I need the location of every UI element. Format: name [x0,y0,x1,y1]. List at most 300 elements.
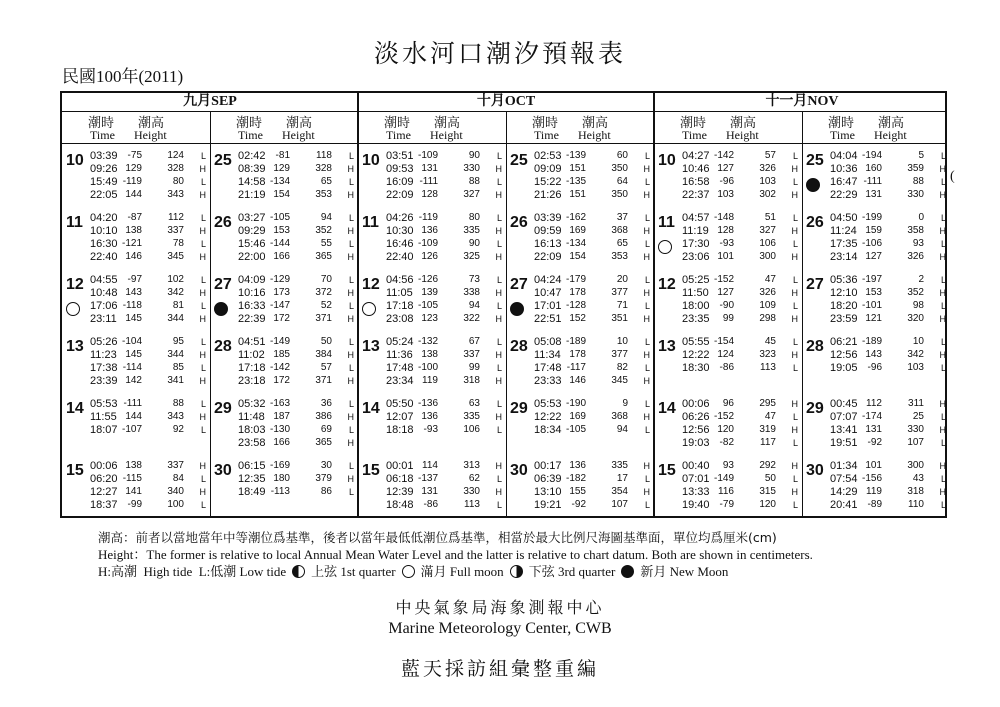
tide-time: 22:40 [386,251,414,263]
tide-type: L [940,177,946,187]
day-number: 15 [658,462,676,479]
tide-type: L [348,363,354,373]
tide-row [830,348,948,362]
day-cell [802,459,950,521]
day-number: 27 [510,276,528,293]
tide-time: 11:23 [90,349,117,361]
tide-type: H [643,288,650,298]
height-header-zh: 潮高 [286,116,313,131]
tide-row [830,188,948,202]
tide-type: L [792,177,798,187]
tide-height-datum: 81 [172,300,184,311]
tide-type: L [940,474,946,484]
time-header-en: Time [534,128,559,142]
tide-height-datum: 110 [908,499,924,510]
tide-type: H [939,399,946,409]
tide-height-mean: 131 [865,424,882,435]
time-header-en: Time [90,128,115,142]
tide-time: 04:27 [682,150,710,162]
tide-height-mean: 138 [125,225,142,236]
tide-type: L [644,301,650,311]
tide-height-datum: 328 [167,163,184,174]
tide-time: 23:08 [386,313,414,325]
tide-height-datum: 17 [616,473,628,484]
tide-row [386,299,504,313]
tide-height-datum: 57 [320,362,332,373]
tide-height-mean: -147 [269,300,290,311]
tide-time: 06:21 [830,336,858,348]
tide-type: L [496,500,502,510]
day-cell [654,459,802,521]
tide-type: L [792,239,798,249]
full-moon-icon [658,240,672,254]
tide-type: L [644,363,650,373]
tide-height-datum: 36 [320,398,332,409]
tide-height-datum: 50 [764,473,776,484]
tide-height-datum: 98 [912,300,924,311]
tide-height-datum: 95 [172,336,184,347]
tide-type: H [791,190,798,200]
day-number: 25 [214,152,232,169]
tide-height-datum: 325 [463,251,480,262]
tide-height-datum: 124 [167,150,184,161]
tide-row [238,361,356,375]
tide-row [682,237,800,251]
note-zh: 潮高：前者以當地當年中等潮位爲基準，後者以當年最低低潮位爲基準，相當於最大比例尺海圖基準面，單位均爲厘米(cm) [98,530,777,545]
tide-time: 11:55 [90,411,117,423]
tide-row [386,335,504,349]
tide-type: L [940,301,946,311]
tide-time: 05:36 [830,274,858,286]
tide-height-datum: 343 [167,411,184,422]
tide-time: 23:39 [90,375,118,387]
day-number: 27 [806,276,824,293]
tide-height-mean: 116 [718,486,734,497]
tide-height-mean: -135 [565,176,586,187]
tide-height-mean: 153 [865,287,882,298]
tide-row [682,286,800,300]
tide-row [386,188,504,202]
day-cell [654,149,802,211]
tide-time: 00:17 [534,460,562,472]
tide-row [90,175,208,189]
tide-height-datum: 94 [468,300,480,311]
height-header-zh: 潮高 [730,116,757,131]
tide-type: L [348,213,354,223]
day-cell [210,149,358,211]
tide-type: H [939,190,946,200]
day-number: 27 [214,276,232,293]
tide-type: L [940,275,946,285]
tide-type: L [496,177,502,187]
day-cell [506,149,654,211]
tide-height-mean: -111 [863,176,882,187]
tide-type: H [347,350,354,360]
tide-type: L [940,213,946,223]
tide-type: L [496,399,502,409]
tide-time: 01:34 [830,460,858,472]
tide-type: L [496,301,502,311]
tide-height-mean: 143 [865,349,882,360]
height-header-en: Height [726,128,759,142]
tide-type: L [496,363,502,373]
tide-height-mean: 93 [722,460,734,471]
editor-credit: 藍天採訪組彙整重編 [400,658,599,680]
tide-row [90,472,208,486]
tide-time: 07:54 [830,473,858,485]
tide-time: 12:22 [534,411,562,423]
full-moon-icon [402,565,415,578]
tide-height-datum: 37 [616,212,628,223]
tide-row [386,485,504,499]
tide-row [386,459,504,473]
tide-height-datum: 88 [172,398,184,409]
tide-height-datum: 372 [315,287,332,298]
tide-type: H [495,376,502,386]
tide-time: 16:13 [534,238,562,250]
tide-time: 23:18 [238,375,266,387]
tide-height-mean: -121 [121,238,142,249]
tide-time: 19:51 [830,437,858,449]
tide-time: 03:39 [534,212,562,224]
note-en: Height：The former is relative to local Annual Mean Water Level and the latter is relative to chart datum. Both are shown in centimeters. [98,547,813,562]
column-header [654,112,802,142]
tide-height-datum: 80 [468,212,480,223]
tide-time: 17:35 [830,238,858,250]
tide-type: L [644,177,650,187]
tide-time: 05:50 [386,398,414,410]
tide-type: L [792,337,798,347]
tide-height-mean: 96 [722,398,734,409]
tide-height-datum: 350 [611,163,628,174]
tide-height-datum: 84 [172,473,184,484]
tide-type: H [939,487,946,497]
tide-row [682,498,800,512]
tide-height-mean: -190 [565,398,586,409]
tide-height-mean: -92 [867,437,882,448]
tide-height-datum: 109 [759,300,776,311]
tide-height-mean: -75 [127,150,142,161]
day-number: 28 [806,338,824,355]
tide-type: H [199,376,206,386]
tide-height-datum: 69 [320,424,332,435]
tide-row [830,299,948,313]
tide-row [386,472,504,486]
tide-row [386,237,504,251]
tide-height-datum: 5 [918,150,924,161]
tide-height-datum: 335 [463,225,480,236]
tide-height-mean: 187 [273,411,290,422]
tide-height-datum: 300 [907,460,924,471]
tide-time: 00:45 [830,398,858,410]
tide-time: 17:01 [534,300,562,312]
tide-height-datum: 330 [463,163,480,174]
tide-height-datum: 107 [611,499,628,510]
tide-height-mean: 172 [273,375,290,386]
tide-row [90,211,208,225]
day-number: 26 [510,214,528,231]
tide-height-datum: 318 [907,486,924,497]
tide-row [682,485,800,499]
tide-time: 00:06 [682,398,710,410]
tide-height-datum: 106 [463,424,480,435]
tide-row [386,361,504,375]
tide-row [90,423,208,437]
tide-height-datum: 379 [315,473,332,484]
tide-height-mean: -109 [417,150,438,161]
day-cell [358,335,506,397]
full-moon-icon [66,302,80,316]
tide-height-datum: 340 [167,486,184,497]
tide-type: H [495,314,502,324]
day-number: 12 [362,276,380,293]
tide-time: 04:24 [534,274,562,286]
tide-row [682,436,800,450]
tide-time: 06:18 [386,473,414,485]
tide-time: 17:48 [386,362,414,374]
tide-height-datum: 107 [907,437,924,448]
tide-type: L [644,399,650,409]
tide-height-datum: 55 [320,238,332,249]
tide-height-datum: 106 [759,238,776,249]
tide-type: L [200,239,206,249]
tide-height-mean: -152 [713,411,734,422]
tide-height-datum: 70 [320,274,332,285]
tide-time: 10:36 [830,163,858,175]
tide-height-datum: 64 [616,176,628,187]
tide-row [534,149,652,163]
tide-row [238,273,356,287]
day-cell [358,273,506,335]
tide-type: H [347,190,354,200]
tide-row [238,423,356,437]
tide-height-mean: 185 [273,349,290,360]
tide-type: H [791,288,798,298]
tide-height-datum: 57 [764,150,776,161]
tide-row [830,162,948,176]
time-header-zh: 潮時 [532,116,559,131]
new-moon-icon [214,302,228,316]
tide-row [682,361,800,375]
tide-height-datum: 67 [468,336,480,347]
tide-height-datum: 330 [463,486,480,497]
tide-height-datum: 368 [611,411,628,422]
tide-height-datum: 368 [611,225,628,236]
tide-height-mean: -111 [419,176,438,187]
time-header-en: Time [238,128,263,142]
day-number: 29 [510,400,528,417]
tide-time: 04:26 [386,212,414,224]
tide-row [534,485,652,499]
tide-row [682,188,800,202]
tide-type: L [348,487,354,497]
tide-type: H [495,164,502,174]
tide-height-mean: -134 [269,176,290,187]
tide-type: L [792,474,798,484]
day-cell [802,211,950,273]
tide-type: H [791,487,798,497]
tide-row [682,162,800,176]
tide-height-mean: 172 [273,313,290,324]
tide-height-datum: 103 [759,176,776,187]
tide-height-datum: 100 [167,499,184,510]
tide-type: H [347,288,354,298]
tide-type: H [199,487,206,497]
tide-height-datum: 328 [315,163,332,174]
tide-height-mean: -128 [565,300,586,311]
tide-height-mean: 99 [722,313,734,324]
tide-type: L [940,412,946,422]
tide-row [534,286,652,300]
tide-time: 19:05 [830,362,858,374]
tide-height-mean: -105 [269,212,290,223]
center-name-en: Marine Meteorology Center, CWB [388,620,612,637]
tide-height-datum: 318 [463,375,480,386]
tide-type: L [792,301,798,311]
tide-height-datum: 322 [463,313,480,324]
tide-type: H [643,376,650,386]
tide-row [238,211,356,225]
tide-time: 06:20 [90,473,118,485]
tide-height-mean: 178 [569,349,586,360]
tide-height-mean: -197 [861,274,882,285]
tide-height-mean: 173 [273,287,290,298]
tide-height-mean: -93 [423,424,438,435]
tide-time: 16:58 [682,176,710,188]
tide-height-datum: 315 [759,486,776,497]
tide-row [90,485,208,499]
tide-height-mean: 103 [717,189,734,200]
tide-height-mean: 119 [422,375,438,386]
tide-time: 15:49 [90,176,118,188]
tide-time: 20:41 [830,499,858,511]
tide-time: 05:24 [386,336,414,348]
tide-time: 16:33 [238,300,266,312]
tide-height-mean: 151 [569,189,586,200]
tide-height-datum: 88 [912,176,924,187]
tide-row [534,459,652,473]
tide-row [386,149,504,163]
month-header: 十月OCT [476,94,536,109]
tide-height-datum: 10 [912,336,924,347]
tide-row [386,175,504,189]
tide-type: L [792,275,798,285]
tide-type: H [199,252,206,262]
tide-row [238,250,356,264]
tide-time: 15:22 [534,176,562,188]
tide-height-datum: 94 [616,424,628,435]
tide-height-mean: -136 [417,398,438,409]
tide-row [386,273,504,287]
day-number: 30 [510,462,528,479]
tide-height-datum: 345 [611,375,628,386]
tide-time: 19:21 [534,499,562,511]
tide-height-datum: 112 [168,212,184,223]
tide-height-mean: 145 [125,349,142,360]
tide-time: 14:58 [238,176,266,188]
tide-time: 18:18 [386,424,414,436]
tide-row [830,211,948,225]
day-number: 28 [214,338,232,355]
tide-height-mean: -106 [861,238,882,249]
tide-height-datum: 326 [759,163,776,174]
tide-height-mean: 152 [569,313,586,324]
tide-height-mean: 143 [125,287,142,298]
tide-type: H [939,350,946,360]
column-header [358,112,506,142]
day-cell [210,459,358,521]
tide-height-mean: -149 [269,336,290,347]
tide-height-datum: 330 [907,189,924,200]
tide-height-datum: 358 [907,225,924,236]
tide-type: L [200,275,206,285]
tide-time: 04:55 [90,274,118,286]
tide-height-mean: -169 [269,460,290,471]
tide-height-mean: -142 [269,362,290,373]
tide-height-mean: -152 [713,274,734,285]
tide-row [682,224,800,238]
tide-row [90,410,208,424]
tide-time: 23:14 [830,251,858,263]
tide-height-mean: -93 [719,238,734,249]
tide-type: L [940,337,946,347]
tide-height-datum: 71 [616,300,628,311]
tide-type: L [940,363,946,373]
tide-height-datum: 319 [759,424,776,435]
day-cell [802,335,950,397]
tide-height-datum: 103 [907,362,924,373]
tide-time: 09:09 [534,163,562,175]
tide-type: H [199,164,206,174]
tide-height-mean: 154 [569,251,586,262]
tide-height-mean: -189 [861,336,882,347]
tide-type: H [495,288,502,298]
tide-row [534,273,652,287]
tide-type: L [348,239,354,249]
tide-time: 02:53 [534,150,562,162]
height-header-en: Height [578,128,611,142]
tide-height-mean: -179 [565,274,586,285]
tide-height-mean: -134 [565,238,586,249]
tide-row [830,237,948,251]
tide-row [386,250,504,264]
tide-height-mean: 112 [866,398,882,409]
tide-height-datum: 377 [611,287,628,298]
tide-row [238,472,356,486]
tide-row [682,423,800,437]
tide-type: H [643,412,650,422]
tide-time: 23:11 [90,313,117,325]
tide-height-datum: 300 [759,251,776,262]
tide-type: H [347,376,354,386]
tide-height-datum: 47 [764,411,776,422]
new-moon-icon [621,565,634,578]
tide-height-datum: 78 [172,238,184,249]
tide-height-mean: 128 [421,189,438,200]
column-header [802,112,950,142]
tide-type: H [643,164,650,174]
tide-row [238,459,356,473]
tide-height-datum: 342 [167,287,184,298]
tide-time: 11:50 [682,287,709,299]
tide-time: 18:34 [534,424,562,436]
tide-time: 23:34 [386,375,414,387]
tide-time: 18:48 [386,499,414,511]
tide-row [830,472,948,486]
tide-height-datum: 335 [463,411,480,422]
tide-height-datum: 102 [167,274,184,285]
time-header-en: Time [386,128,411,142]
